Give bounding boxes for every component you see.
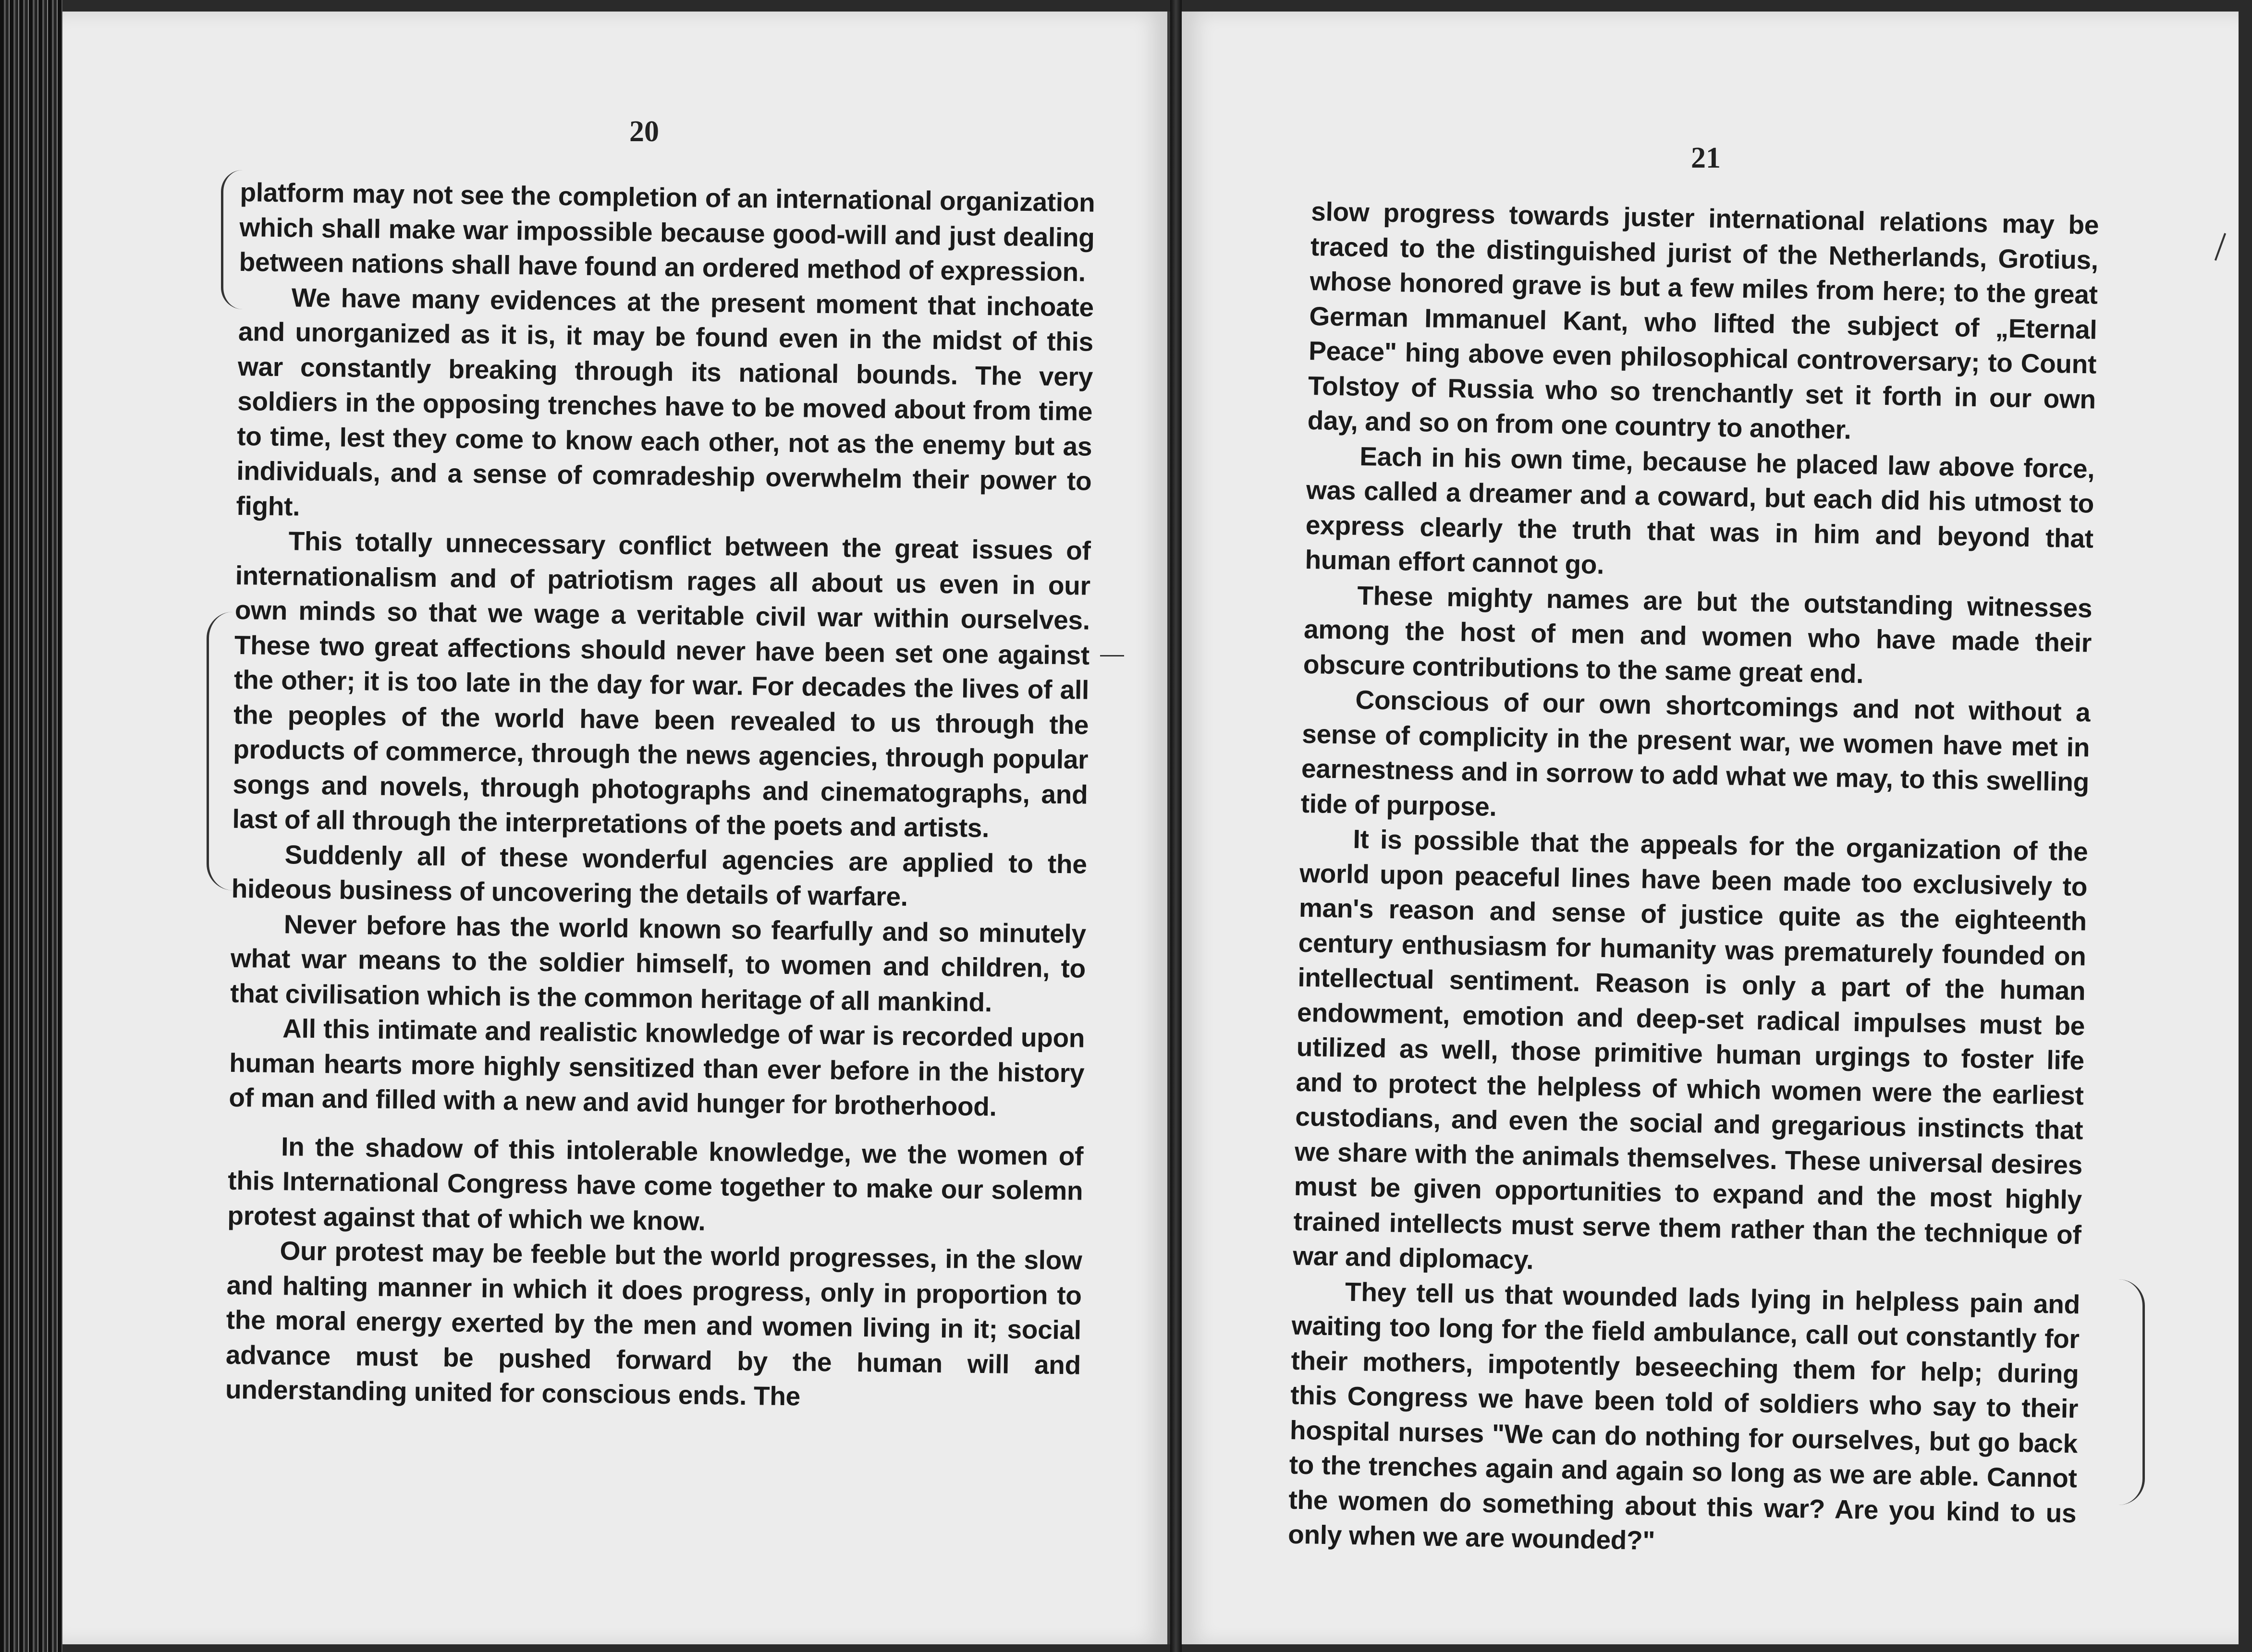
paragraph: platform may not see the completion of an international organization which shall make war impossible because good-will and just dealing between nations shall have found an ordered method of expression. [239,177,1095,287]
paragraph: Each in his own time, because he placed law above force, was called a dreamer and a coward, but each did his utmost to express clearly the truth that was in him and beyond that human effort cannot go. [1305,441,2095,580]
binding-edge [0,0,62,1652]
paragraph: Suddenly all of these wonderful agencies are applied to the hideous business of uncovering the details of warfare. [231,839,1087,912]
margin-bracket-middle [207,612,233,890]
paragraph: It is possible that the appeals for the organization of the world upon peaceful lines have been made too exclusively to man's reason and sense of justice quite as the eighteenth century enthusiasm for humanity was prematurely founded on intellectual sentiment. Reason is only a part of the human endowment, emotion and deep-set radical impulses must be utilized as well, those primitive human urgings to foster life and to protect the helpless of which women were the earliest custodians, and even the social and gregarious instincts that we share with the animals themselves. These universal desires must be given opportunities to expand and the most highly trained intellects must serve them rather than the technique of war and diplomacy. [1292,824,2088,1275]
margin-tick-mark [2215,233,2226,261]
margin-bracket-bottom [2118,1279,2145,1505]
paragraph: Our protest may be feeble but the world progresses, in the slow and halting manner in which it does progress, only in proportion to the moral energy exerted by the men and women living in it; social advance must be pushed forward by the human will and understanding united for conscious ends. The [225,1236,1082,1411]
paragraph: We have many evidences at the present moment that inchoate and unorganized as it is, it may be found even in the midst of this war constantly breaking through its national bounds. The very soldiers in the opposing trenches have to be moved about from time to time, lest they come to know each other, not as the enemy but as individuals, and a sense of comradeship overwhelm their power to fight. [236,282,1094,522]
paragraph: All this intimate and realistic knowledge of war is recorded upon human hearts more highly sensitized than ever before in the history of man and filled with a new and avid hunger for brotherhood. [229,1013,1085,1122]
paragraph: This totally unnecessary conflict between the great issues of internationalism and of patriotism rages all about us even in our own minds so that we wage a veritable civil war within ourselves. These two great affections should never have been set one against the other; it is too late in the day for war. For decades the lives of all the peoples of the world have been revealed to us through the products of commerce, through the news agencies, through popular songs and novels, through photographs and cinematographs, and last of all through the interpretations of the poets and artists. [232,526,1091,843]
book-gutter [1170,0,1182,1652]
paragraph: In the shadow of this intolerable knowledge, we the women of this International Congress have come together to make our solemn protest against that of which we know. [227,1131,1084,1236]
paragraph: They tell us that wounded lads lying in helpless pain and waiting too long for the field ambulance, call out constantly for their mothers, impotently beseeching them for help; during this Congress we have been told of soldiers who say to their hospital nurses "We can do nothing for ourselves, but go back to the trenches again and again so long as we are able. Cannot the women do something about this war? Are you kind to us only when we are wounded?" [1287,1276,2081,1555]
page-number-left: 20 [629,115,659,148]
page-number-right: 21 [1691,142,1721,174]
left-page-text [225,175,1095,1417]
right-page [1182,12,2239,1644]
paragraph: slow progress towards juster international relations may be traced to the distinguished jurist of the Netherlands, Grotius, whose honored grave is but a few miles from here; to the great German Immanuel Kant, who lifted the subject of „Eternal Peace" hing above even philosophical controversary; to Count Tolstoy of Russia who so trenchantly set it forth in our own day, and so on from one country to another. [1307,196,2099,445]
margin-dash-mark [1100,655,1124,656]
left-page [62,12,1170,1644]
paragraph: Never before has the world known so fearfully and so minutely what war means to the soldier himself, to women and children, to that civilisation which is the common heritage of all mankind. [230,909,1087,1017]
paragraph: These mighty names are but the outstanding witnesses among the host of men and women who have made their obscure contributions to the same great end. [1303,580,2093,689]
paragraph: Conscious of our own shortcomings and not without a sense of complicity in the present war, we women have met in earnestness and in sorrow to add what we may, to this swelling tide of purpose. [1300,684,2091,822]
right-page-text [1288,194,2099,1566]
